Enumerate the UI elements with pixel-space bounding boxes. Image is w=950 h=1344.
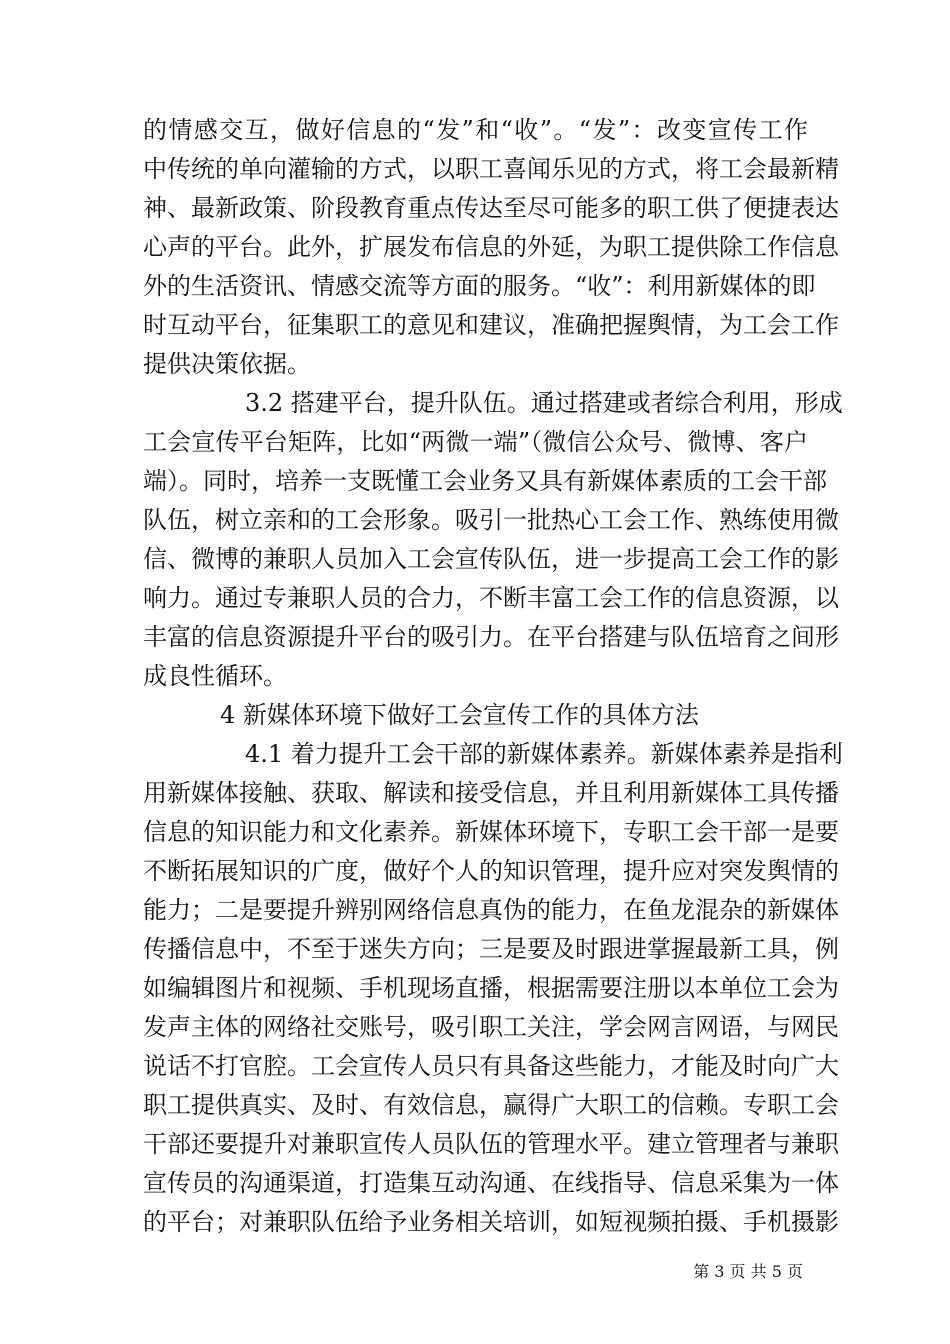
text-line: 信、微博的兼职人员加入工会宣传队伍，进一步提高工会工作的影 <box>143 545 839 573</box>
text-line: 丰富的信息资源提升平台的吸引力。在平台搭建与队伍培育之间形 <box>143 623 839 651</box>
text-line: 干部还要提升对兼职宣传人员队伍的管理水平。建立管理者与兼职 <box>143 1130 839 1158</box>
text-line: 传播信息中，不至于迷失方向；三是要及时跟进掌握最新工具，例 <box>143 935 839 963</box>
text-line: 如编辑图片和视频、手机现场直播，根据需要注册以本单位工会为 <box>143 974 839 1002</box>
text-line: 能力；二是要提升辨别网络信息真伪的能力，在鱼龙混杂的新媒体 <box>143 896 839 924</box>
text-line: 职工提供真实、及时、有效信息，赢得广大职工的信赖。专职工会 <box>143 1091 839 1119</box>
text-line: 不断拓展知识的广度，做好个人的知识管理，提升应对突发舆情的 <box>143 857 839 885</box>
text-line: 外的生活资讯、情感交流等方面的服务。“收”：利用新媒体的即 <box>143 272 816 300</box>
text-line: 用新媒体接触、获取、解读和接受信息，并且利用新媒体工具传播 <box>143 779 839 807</box>
text-line: 信息的知识能力和文化素养。新媒体环境下，专职工会干部一是要 <box>143 818 839 846</box>
text-line: 的情感交互，做好信息的“发”和“收”。“发”：改变宣传工作 <box>143 116 808 144</box>
text-line: 宣传员的沟通渠道，打造集互动沟通、在线指导、信息采集为一体 <box>143 1169 839 1197</box>
text-line: 工会宣传平台矩阵，比如“两微一端”（微信公众号、微博、客户 <box>143 428 808 456</box>
text-line: 端）。同时，培养一支既懂工会业务又具有新媒体素质的工会干部 <box>143 467 827 495</box>
text-line: 神、最新政策、阶段教育重点传达至尽可能多的职工供了便捷表达 <box>143 194 839 222</box>
page-number: 第 3 页 共 5 页 <box>693 1262 803 1281</box>
text-line: 时互动平台，征集职工的意见和建议，准确把握舆情，为工会工作 <box>143 311 839 339</box>
text-line: 响力。通过专兼职人员的合力，不断丰富工会工作的信息资源，以 <box>143 584 839 612</box>
text-line: 队伍，树立亲和的工会形象。吸引一批热心工会工作、熟练使用微 <box>143 506 839 534</box>
text-line: 心声的平台。此外，扩展发布信息的外延，为职工提供除工作信息 <box>143 233 839 261</box>
text-line: 中传统的单向灌输的方式，以职工喜闻乐见的方式，将工会最新精 <box>143 155 839 183</box>
text-line: 发声主体的网络社交账号，吸引职工关注，学会网言网语，与网民 <box>143 1013 839 1041</box>
text-line: 成良性循环。 <box>143 662 287 690</box>
text-line: 说话不打官腔。工会宣传人员只有具备这些能力，才能及时向广大 <box>143 1052 839 1080</box>
text-line: 的平台；对兼职队伍给予业务相关培训，如短视频拍摄、手机摄影 <box>143 1208 839 1236</box>
text-line: 提供决策依据。 <box>143 350 311 378</box>
text-line: 4.1 着力提升工会干部的新媒体素养。新媒体素养是指利 <box>245 740 843 768</box>
text-line: 3.2 搭建平台，提升队伍。通过搭建或者综合利用，形成 <box>245 389 843 417</box>
section-heading: 4 新媒体环境下做好工会宣传工作的具体方法 <box>220 701 699 729</box>
